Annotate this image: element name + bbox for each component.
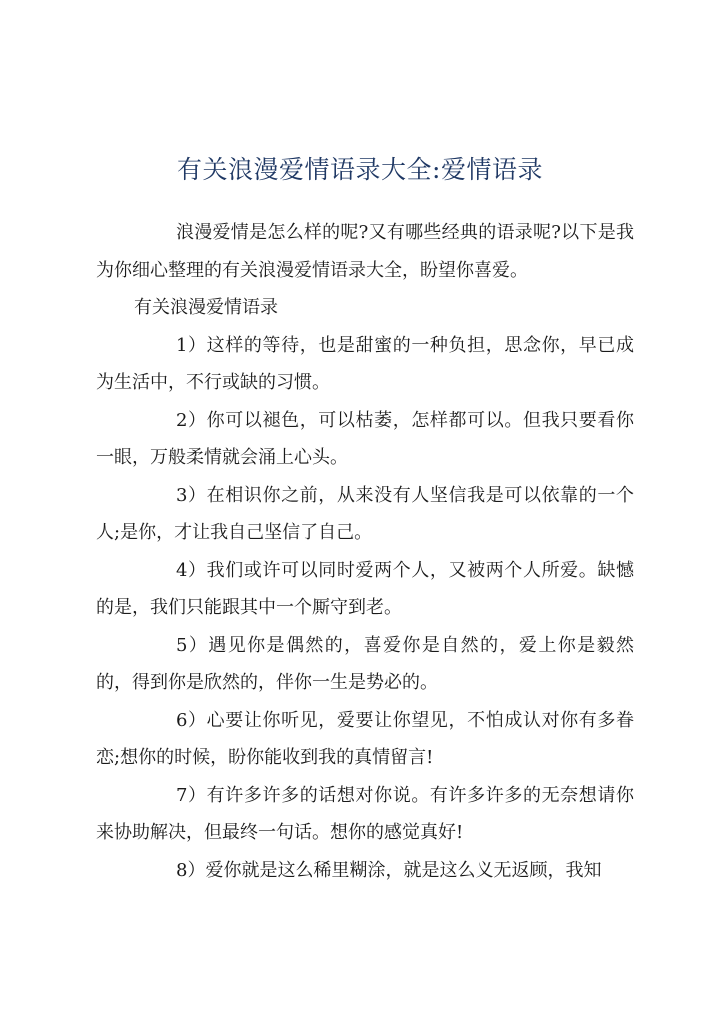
list-item: 2）你可以褪色，可以枯萎，怎样都可以。但我只要看你一眼，万般柔情就会涌上心头。	[96, 409, 634, 468]
list-item: 5）遇见你是偶然的，喜爱你是自然的，爱上你是毅然的，得到你是欣然的，伴你一生是势必的。	[96, 634, 634, 693]
list-item: 6）心要让你听见，爱要让你望见，不怕成认对你有多眷恋;想你的时候，盼你能收到我的真情留言!	[96, 709, 634, 768]
intro-paragraph: 浪漫爱情是怎么样的呢?又有哪些经典的语录呢?以下是我为你细心整理的有关浪漫爱情语录大全，盼望你喜爱。	[96, 222, 634, 281]
list-item: 1）这样的等待，也是甜蜜的一种负担，思念你，早已成为生活中，不行或缺的习惯。	[96, 334, 634, 393]
list-item: 7）有许多许多的话想对你说。有许多许多的无奈想请你来协助解决，但最终一句话。想你的感觉真好!	[96, 784, 634, 843]
list-item: 3）在相识你之前，从来没有人坚信我是可以依靠的一个人;是你，才让我自己坚信了自己。	[96, 484, 634, 543]
document-title: 有关浪漫爱情语录大全:爱情语录	[177, 155, 543, 184]
list-item: 4）我们或许可以同时爱两个人，又被两个人所爱。缺憾的是，我们只能跟其中一个厮守到老。	[96, 559, 634, 618]
list-item: 8）爱你就是这么稀里糊涂，就是这么义无返顾，我知	[176, 859, 602, 881]
section-heading: 有关浪漫爱情语录	[134, 297, 278, 318]
document-body	[96, 214, 634, 889]
